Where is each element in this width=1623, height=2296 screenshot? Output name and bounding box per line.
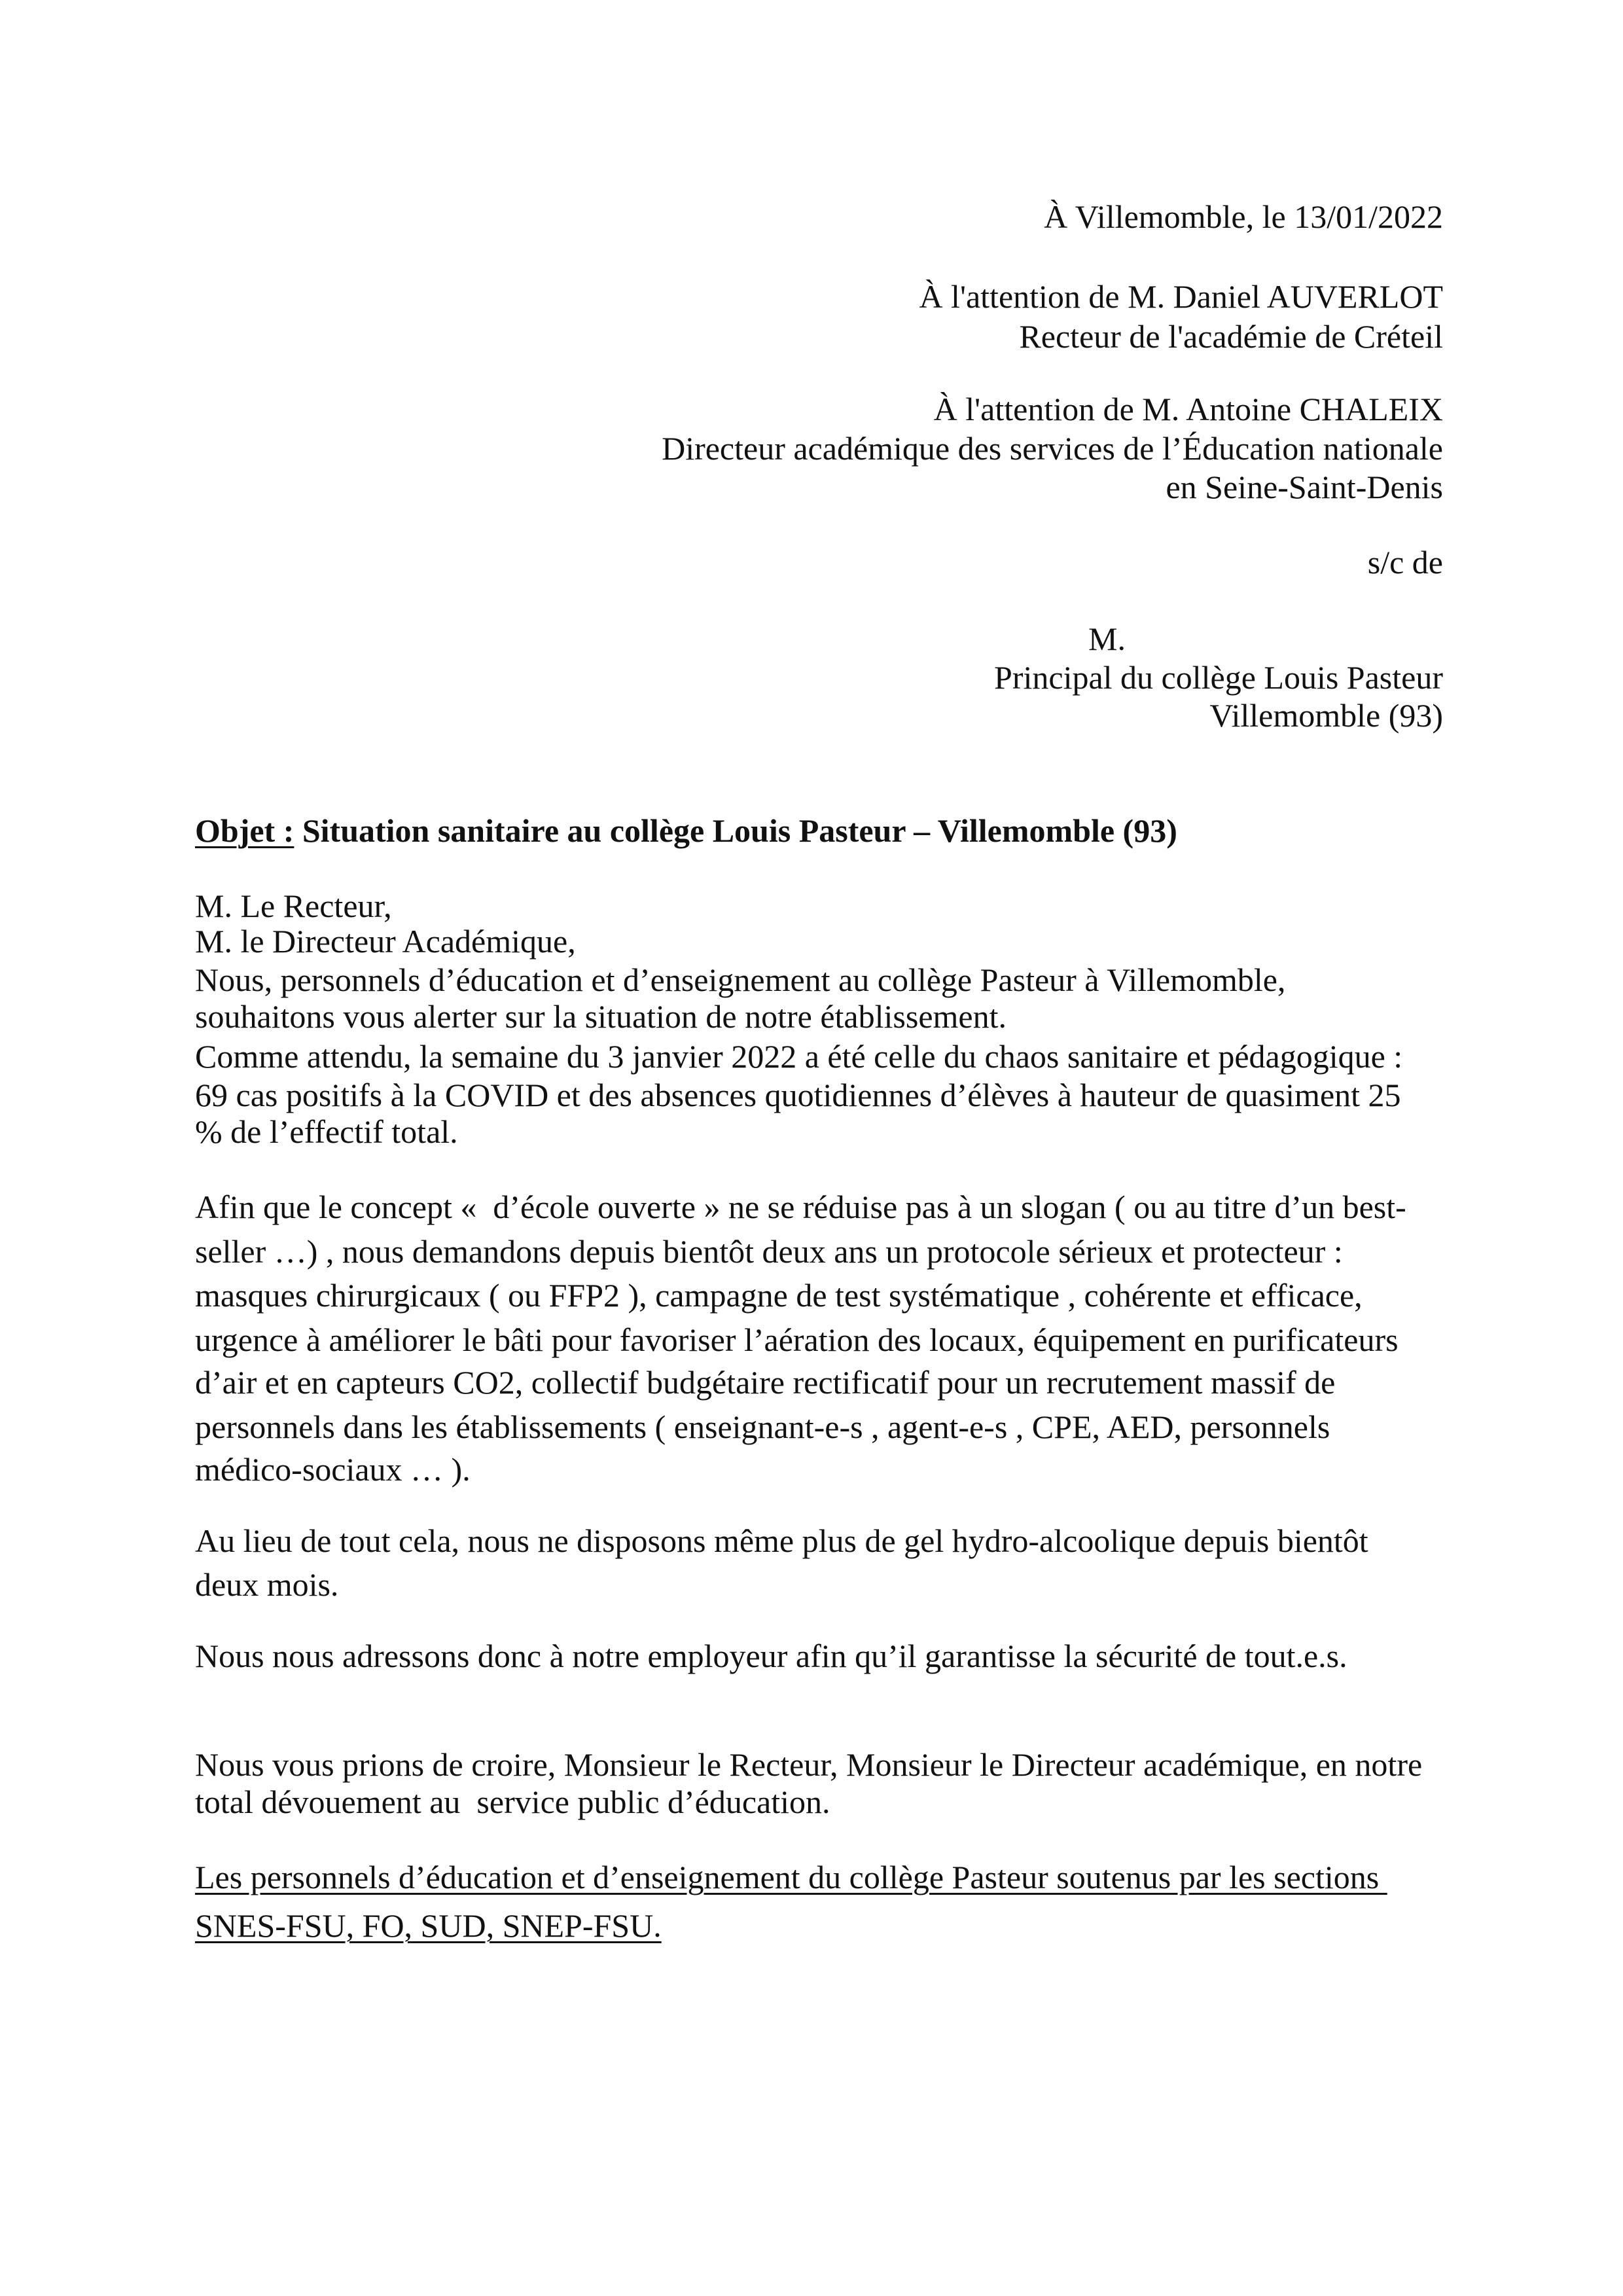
paragraph-line: Nous nous adressons donc à notre employeur afin qu’il garantisse la sécurité de tout.e.s. <box>195 1638 1347 1674</box>
salutation-line: M. Le Recteur, <box>195 888 392 924</box>
paragraph-line: seller …) , nous demandons depuis bientôt deux ans un protocole sérieux et protecteur : <box>195 1233 1343 1270</box>
salutation-line: M. le Directeur Académique, <box>195 923 576 960</box>
closing-line: total dévouement au service public d’éducation. <box>195 1784 830 1820</box>
recipient-3-name: M. <box>1088 620 1126 657</box>
paragraph-line: Nous, personnels d’éducation et d’enseignement au collège Pasteur à Villemomble, <box>195 961 1286 998</box>
paragraph-line: % de l’effectif total. <box>195 1113 458 1150</box>
paragraph-line: masques chirurgicaux ( ou FFP2 ), campagne de test systématique , cohérente et efficace, <box>195 1277 1363 1314</box>
paragraph-line: Comme attendu, la semaine du 3 janvier 2022 a été celle du chaos sanitaire et pédagogique : <box>195 1038 1403 1075</box>
sous-couvert-label: s/c de <box>1367 544 1443 581</box>
paragraph-line: 69 cas positifs à la COVID et des absences quotidiennes d’élèves à hauteur de quasiment 25 <box>195 1077 1401 1113</box>
subject-label: Objet : <box>195 812 294 849</box>
recipient-1-title: Recteur de l'académie de Créteil <box>1019 318 1443 355</box>
paragraph-line: Au lieu de tout cela, nous ne disposons même plus de gel hydro-alcoolique depuis bientôt <box>195 1522 1368 1559</box>
recipient-1-name: À l'attention de M. Daniel AUVERLOT <box>919 278 1443 315</box>
paragraph-line: souhaitons vous alerter sur la situation de notre établissement. <box>195 998 1007 1035</box>
paragraph-line: d’air et en capteurs CO2, collectif budgétaire rectificatif pour un recrutement massif de <box>195 1364 1336 1401</box>
place-date: À Villemomble, le 13/01/2022 <box>1044 198 1443 235</box>
recipient-3-title: Principal du collège Louis Pasteur <box>994 659 1443 696</box>
closing-line: Nous vous prions de croire, Monsieur le Recteur, Monsieur le Directeur académique, en notre <box>195 1746 1423 1783</box>
signature-line: SNES-FSU, FO, SUD, SNEP-FSU. <box>195 1907 662 1944</box>
paragraph-line: Afin que le concept « d’école ouverte » ne se réduise pas à un slogan ( ou au titre d’un best- <box>195 1189 1406 1225</box>
recipient-2-title: Directeur académique des services de l’Éducation nationale <box>662 430 1443 467</box>
recipient-2-region: en Seine-Saint-Denis <box>1166 469 1443 505</box>
paragraph-line: personnels dans les établissements ( enseignant-e-s , agent-e-s , CPE, AED, personnels <box>195 1408 1330 1445</box>
recipient-2-name: À l'attention de M. Antoine CHALEIX <box>933 391 1443 427</box>
signature-line: Les personnels d’éducation et d’enseignement du collège Pasteur soutenus par les sections <box>195 1859 1387 1895</box>
paragraph-line: médico-sociaux … ). <box>195 1451 471 1488</box>
recipient-3-location: Villemomble (93) <box>1209 697 1443 734</box>
paragraph-line: urgence à améliorer le bâti pour favoriser l’aération des locaux, équipement en purificateurs <box>195 1321 1399 1358</box>
subject-text: Situation sanitaire au collège Louis Pasteur – Villemomble (93) <box>294 812 1177 849</box>
paragraph-line: deux mois. <box>195 1566 339 1603</box>
subject-line <box>195 812 1177 850</box>
